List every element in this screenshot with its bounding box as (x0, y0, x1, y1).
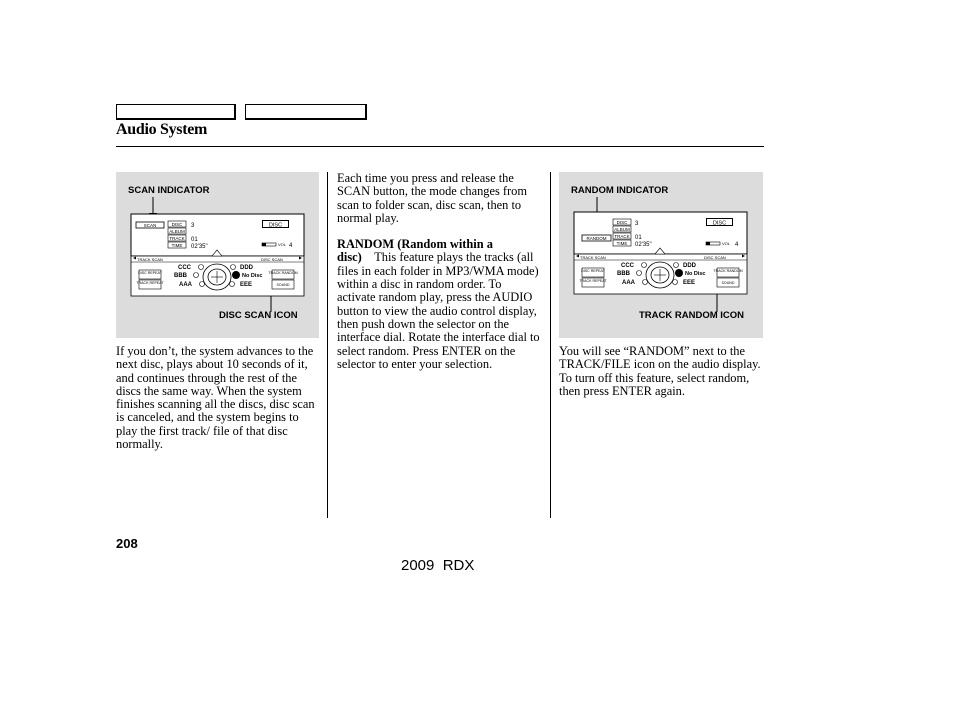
left-soft-label: TRACK SCAN (580, 255, 606, 260)
mode-badge: DISC (712, 220, 727, 227)
ccc-label: CCC (621, 263, 634, 269)
vol-value: 4 (289, 243, 293, 249)
mode-badge: DISC (268, 222, 283, 229)
no-disc-label: No Disc (685, 271, 706, 277)
col1-text (116, 345, 321, 451)
bbb-label: BBB (617, 271, 630, 277)
model-footer: 2009 RDX (401, 557, 475, 574)
caption-random-indicator: RANDOM INDICATOR (571, 185, 669, 196)
col2-text (337, 172, 542, 371)
caption-scan-indicator: SCAN INDICATOR (128, 185, 210, 196)
col1-paragraph: If you don’t, the system advances to the next disc, plays about 10 seconds of it, and continues through the rest of the discs the same way. When the system finishes scanning all the discs, disc scan is canceled, and the system begins to play the first track/ file of that disc normally. (116, 344, 315, 452)
eee-label: EEE (240, 282, 253, 288)
bbb-label: BBB (174, 273, 187, 279)
ddd-label: DDD (240, 265, 253, 271)
header-tab-blank-1 (116, 104, 236, 120)
right-soft-label: DISC SCAN (261, 257, 283, 262)
random-heading: RANDOM (Random within a disc) (337, 237, 493, 265)
disc-row-label: DISC (171, 222, 183, 227)
random-indicator-text: RANDOM (586, 236, 607, 241)
album-row-label: ALBUM (169, 229, 185, 234)
disc-repeat-button: DISC REPEAT (138, 271, 162, 275)
track-repeat-button: TRACK REPEAT (579, 279, 607, 283)
scan-indicator-text: SCAN (143, 223, 157, 228)
column-divider-1 (327, 172, 328, 518)
album-row-label: ALBUM (614, 227, 630, 232)
track-row-label: TRACK (169, 236, 185, 241)
track-value: 01 (191, 237, 198, 243)
disc-row-label: DISC (616, 220, 628, 225)
header-tab-blank-2 (245, 104, 367, 120)
track-repeat-button: TRACK REPEAT (136, 281, 164, 285)
col2-paragraph-1: Each time you press and release the SCAN button, the mode changes from scan to folder scan, disc scan, then to normal play. (337, 171, 527, 225)
page-number: 208 (116, 536, 138, 551)
disc-value: 3 (191, 223, 195, 229)
random-description: This feature plays the tracks (all files in each folder in MP3/WMA mode) within a disc in random order. To activate random play, press the AUDIO button to view the audio control display, then push down the selector on the interface dial. Rotate the interface dial to select random. Press ENTER on the selector to enter your selection. (337, 250, 540, 371)
ddd-label: DDD (683, 263, 696, 269)
track-random-button: TRACK RANDOM (713, 269, 743, 273)
col2-paragraph-2 (337, 238, 542, 371)
caption-track-random-icon: TRACK RANDOM ICON (639, 310, 745, 321)
sound-button: SOUND (721, 281, 735, 285)
aaa-label: AAA (622, 280, 635, 286)
time-row-label: TIME (171, 243, 183, 248)
track-value: 01 (635, 235, 642, 241)
header-rule (116, 146, 764, 147)
disc-value: 3 (635, 221, 639, 227)
caption-disc-scan-icon: DISC SCAN ICON (219, 310, 298, 321)
section-title: Audio System (116, 121, 208, 138)
vol-label: VOL (722, 241, 731, 246)
ccc-label: CCC (178, 265, 191, 271)
track-random-button: TRACK RANDOM (268, 271, 298, 275)
col3-paragraph: You will see “RANDOM” next to the TRACK/FILE icon on the audio display. To turn off this feature, select random, then press ENTER again. (559, 344, 761, 398)
figure-scan-panel (116, 172, 319, 338)
figure-random-panel (559, 172, 763, 338)
column-divider-2 (550, 172, 551, 518)
no-disc-label: No Disc (242, 273, 263, 279)
sound-button: SOUND (276, 283, 290, 287)
time-value: 02'35" (191, 244, 208, 250)
time-row-label: TIME (616, 241, 628, 246)
vol-value: 4 (735, 242, 739, 248)
right-soft-label: DISC SCAN (704, 255, 726, 260)
left-soft-label: TRACK SCAN (137, 257, 163, 262)
eee-label: EEE (683, 280, 696, 286)
aaa-label: AAA (179, 282, 192, 288)
time-value: 02'35" (635, 242, 652, 248)
vol-label: VOL (278, 242, 287, 247)
disc-repeat-button: DISC REPEAT (581, 269, 605, 273)
track-row-label: TRACK (614, 234, 630, 239)
col3-text (559, 345, 764, 398)
